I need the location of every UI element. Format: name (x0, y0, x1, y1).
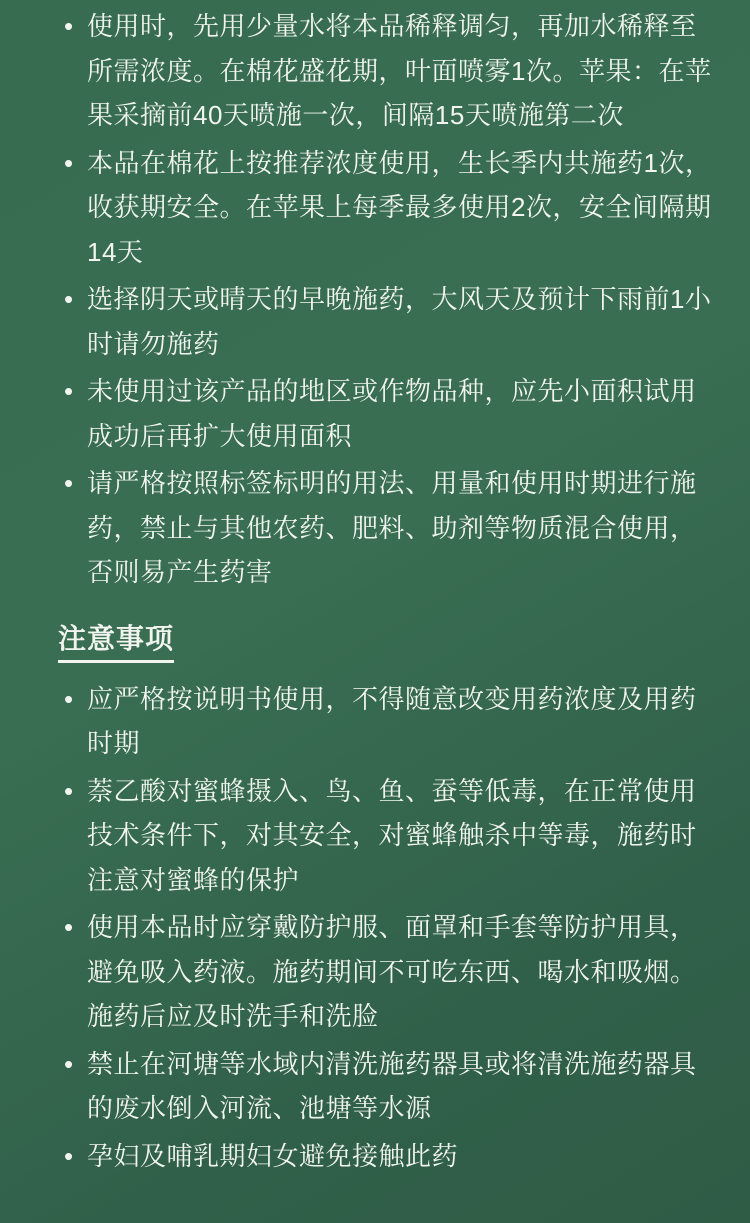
usage-item (58, 4, 714, 138)
precaution-item-text: 使用本品时应穿戴防护服、面罩和手套等防护用具，避免吸入药液。施药期间不可吃东西、喝水和吸烟。施药后应及时洗手和洗脸 (87, 912, 697, 1031)
usage-item (58, 461, 714, 595)
usage-item-text: 使用时，先用少量水将本品稀释调匀，再加水稀释至所需浓度。在棉花盛花期，叶面喷雾1次。苹果：在苹果采摘前40天喷施一次，间隔15天喷施第二次 (87, 11, 712, 130)
bullet-icon: • (64, 1048, 74, 1079)
usage-item-text: 未使用过该产品的地区或作物品种，应先小面积试用成功后再扩大使用面积 (87, 376, 697, 451)
bullet-icon: • (64, 775, 74, 806)
usage-instructions-list (58, 4, 714, 595)
precaution-item (58, 1042, 714, 1131)
precautions-heading-wrap (58, 617, 714, 663)
usage-item (58, 369, 714, 458)
precaution-item-text: 禁止在河塘等水域内清洗施药器具或将清洗施药器具的废水倒入河流、池塘等水源 (87, 1048, 697, 1123)
usage-item (58, 141, 714, 275)
precaution-item (58, 905, 714, 1039)
bullet-icon: • (64, 683, 74, 714)
precaution-item (58, 1134, 714, 1179)
bullet-icon: • (64, 376, 74, 406)
precaution-item (58, 677, 714, 766)
precaution-item-text: 应严格按说明书使用，不得随意改变用药浓度及用药时期 (87, 683, 697, 758)
precaution-item-text: 萘乙酸对蜜蜂摄入、鸟、鱼、蚕等低毒，在正常使用技术条件下，对其安全，对蜜蜂触杀中等毒，施药时注意对蜜蜂的保护 (87, 775, 697, 895)
usage-item (58, 277, 714, 366)
usage-item-text: 选择阴天或晴天的早晚施药，大风天及预计下雨前1小时请勿施药 (87, 284, 712, 359)
precaution-item (58, 769, 714, 903)
bullet-icon: • (64, 1140, 74, 1171)
bullet-icon: • (64, 147, 74, 178)
precautions-heading: 注意事项 (58, 617, 174, 663)
usage-item-text: 请严格按照标签标明的用法、用量和使用时期进行施药，禁止与其他农药、肥料、助剂等物质混合使用，否则易产生药害 (87, 468, 697, 587)
usage-item-text: 本品在棉花上按推荐浓度使用，生长季内共施药1次，收获期安全。在苹果上每季最多使用2次，安全间隔期14天 (87, 147, 712, 267)
precaution-item-text: 孕妇及哺乳期妇女避免接触此药 (87, 1140, 459, 1171)
bullet-icon: • (64, 468, 74, 498)
bullet-icon: • (64, 912, 74, 942)
bullet-icon: • (64, 284, 74, 314)
precautions-list (58, 677, 714, 1179)
bullet-icon: • (64, 11, 74, 41)
